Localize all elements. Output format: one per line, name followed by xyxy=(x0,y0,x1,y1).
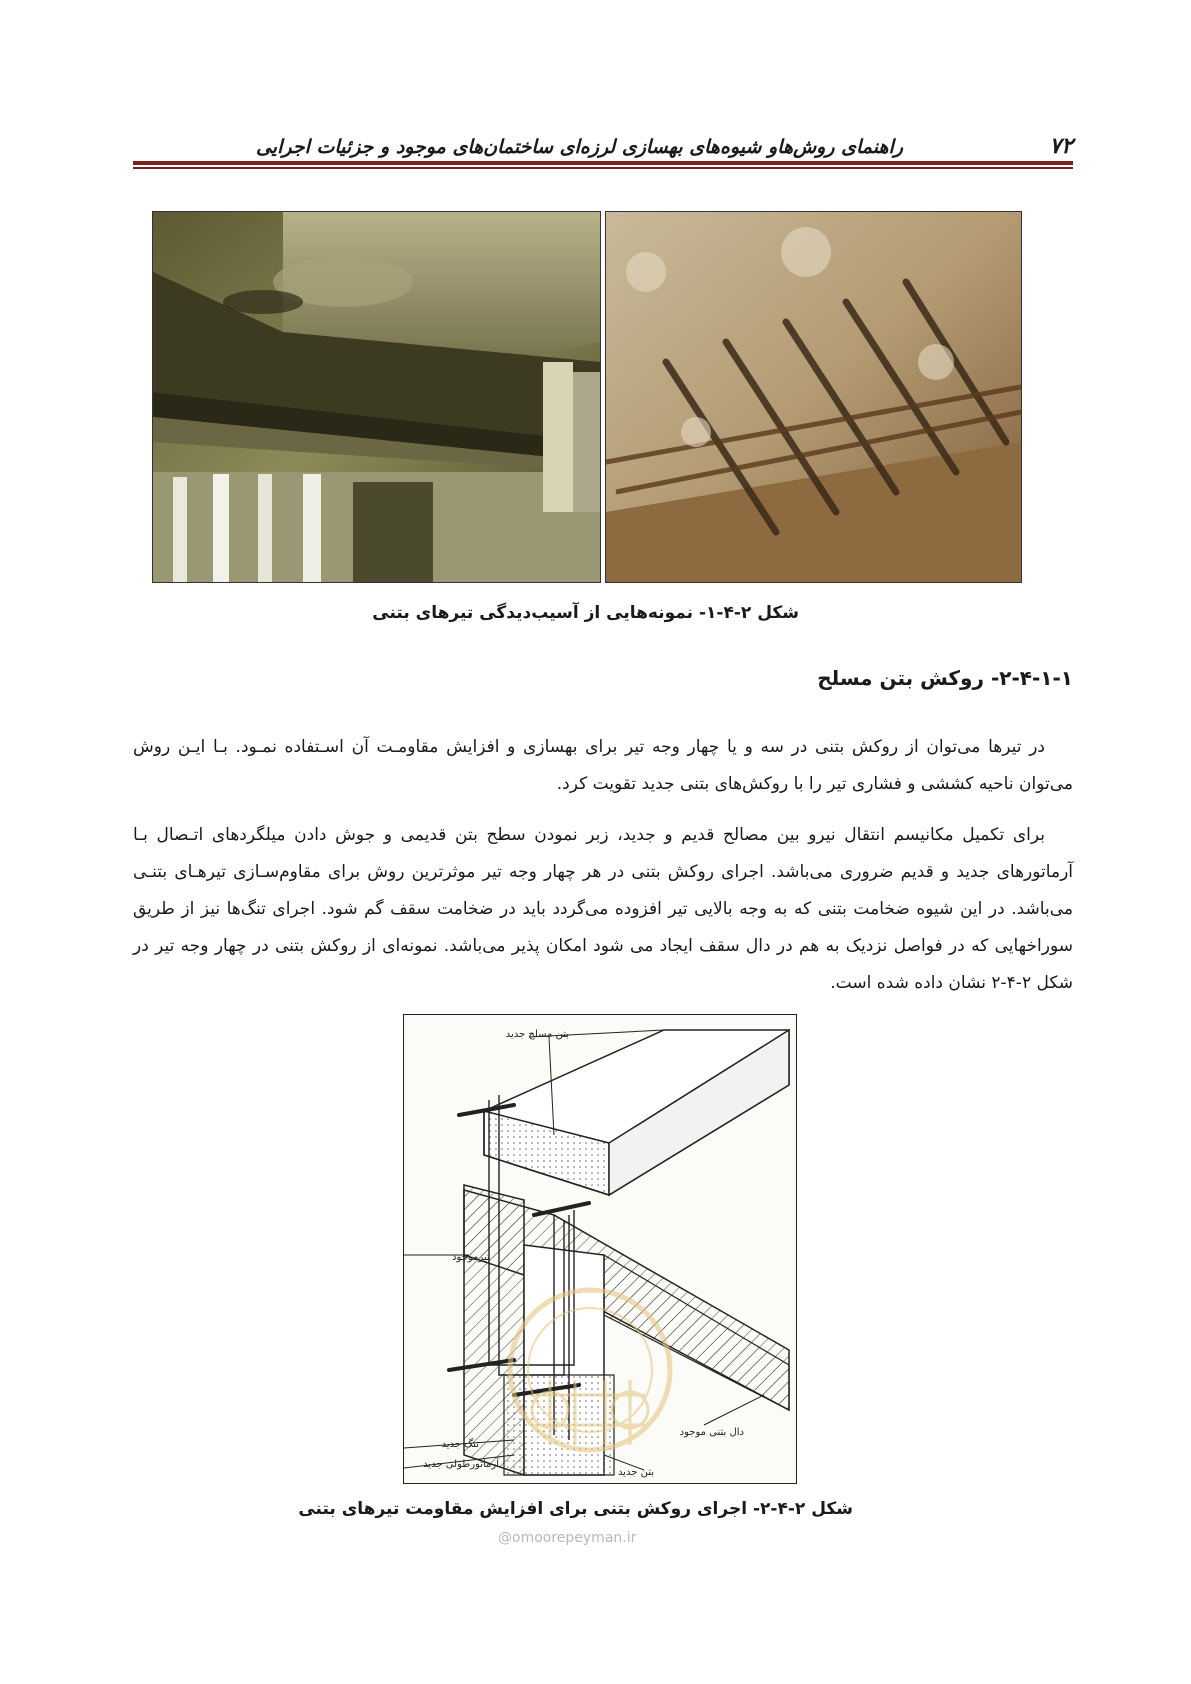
header-rule-thick xyxy=(133,161,1073,165)
section-heading: ۲-۴-۱-۱- روکش بتن مسلح xyxy=(817,666,1073,690)
watermark-site: @omoorepeyman.ir xyxy=(498,1530,637,1546)
photo-beam-underside xyxy=(152,211,601,583)
label-new-longitudinal-rebar: آرماتورطولی جدید xyxy=(423,1459,499,1470)
figure1-caption: شکل ۲-۴-۱- نمونه‌هایی از آسیب‌دیدگی تیرهای بتنی xyxy=(372,603,799,623)
label-new-stirrup: تنگ جدید xyxy=(441,1439,479,1450)
corroded-rebar-image xyxy=(606,212,1021,582)
beam-underside-image xyxy=(153,212,600,582)
label-new-reinforced-concrete: بتن مسلح جدید xyxy=(505,1029,569,1040)
header-rule-thin xyxy=(133,167,1073,169)
page-number: ۷۲ xyxy=(1049,134,1073,159)
watermark-seal-icon xyxy=(490,1270,690,1470)
figure2-caption: شکل ۲-۴-۲- اجرای روکش بتنی برای افزایش مقاومت تیرهای بتنی xyxy=(298,1499,853,1519)
photo-corroded-rebar xyxy=(605,211,1022,583)
label-new-concrete: بتن جدید xyxy=(617,1467,654,1478)
label-existing-slab: دال بتنی موجود xyxy=(679,1427,744,1438)
paragraph-2: برای تکمیل مکانیسم انتقال نیرو بین مصالح قدیم و جدید، زبر نمودن سطح بتن قدیمی و جوش دادن میلگردهای اتـصال بـا آرماتورهای جدید و قدیم ضروری می‌باشد. اجرای روکش بتنی در هر چهار وجه تیر موثرترین روش برای مقاوم‌سـازی تیرهـای بتنـی می‌باشد. در این شیوه ضخامت بتنی که به وجه بالایی تیر افزوده می‌گردد باید در ضخامت سقف گم شود. اجرای تنگ‌ها نیز از طریق سوراخهایی که در فواصل نزدیک به هم در دال سقف ایجاد می شود امکان پذیر می‌باشد. نمونه‌ای از روکش بتنی در چهار وجه تیر در شکل ۲-۴-۲ نشان داده شده است. xyxy=(133,825,1073,993)
paragraph-1: در تیرها می‌توان از روکش بتنی در سه و یا چهار وجه تیر برای بهسازی و افزایش مقاومـت آن اسـتفاده نمـود. بـا ایـن روش می‌توان ناحیه کششی و فشاری تیر را با روکش‌های بتنی جدید تقویت کرد. xyxy=(133,737,1073,794)
running-title: راهنمای روش‌هاو شیوه‌های بهسازی لرزه‌ای ساختمان‌های موجود و جزئیات اجرایی xyxy=(255,136,903,158)
label-existing-beam: تیرموجود xyxy=(452,1252,490,1263)
